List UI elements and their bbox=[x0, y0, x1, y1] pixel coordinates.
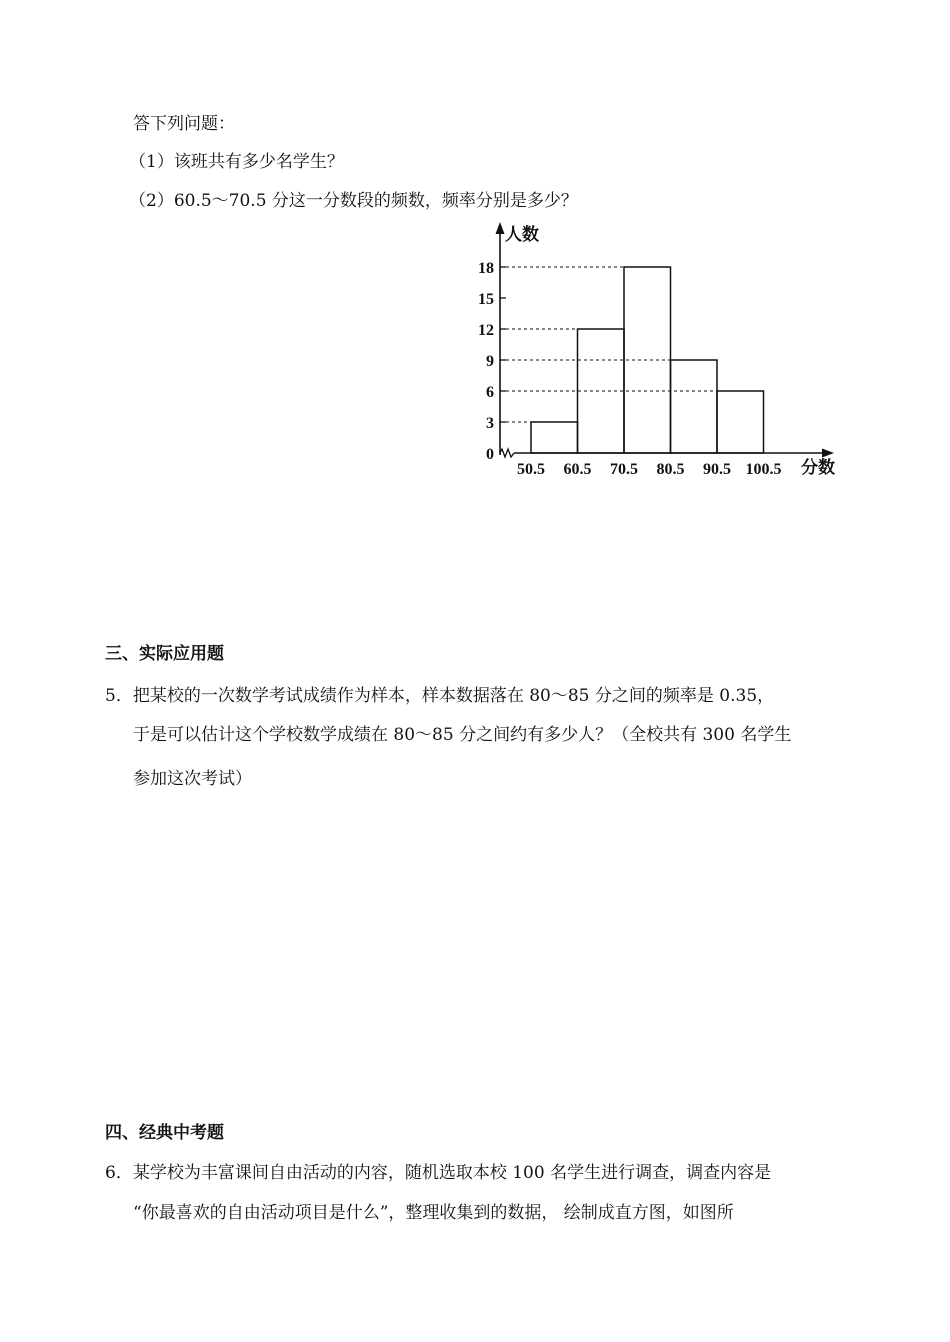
x-axis-arrow bbox=[822, 449, 834, 458]
y-tick-label-6: 6 bbox=[486, 384, 494, 401]
question-5-line-1: 5．把某校的一次数学考试成绩作为样本，样本数据落在 80～85 分之间的频率是 0.35， bbox=[105, 686, 775, 706]
question-1: （1）该班共有多少名学生？ bbox=[129, 152, 344, 172]
question-6-line-1: 6．某学校为丰富课间自由活动的内容，随机选取本校 100 名学生进行调查，调查内容是 bbox=[105, 1163, 772, 1183]
y-tick-label-3: 3 bbox=[486, 415, 494, 432]
x-tick-label-100.5: 100.5 bbox=[745, 461, 782, 478]
section-4-title: 四、经典中考题 bbox=[105, 1123, 224, 1143]
question-5-line-2: 于是可以估计这个学校数学成绩在 80～85 分之间约有多少人？（全校共有 300 名学生 bbox=[133, 725, 792, 745]
histogram-chart bbox=[470, 218, 850, 483]
x-tick-label-50.5: 50.5 bbox=[517, 461, 545, 478]
y-tick-label-15: 15 bbox=[478, 291, 494, 308]
y-tick-label-12: 12 bbox=[478, 322, 494, 339]
y-axis-arrow bbox=[496, 222, 505, 234]
intro-text: 答下列问题： bbox=[133, 114, 235, 134]
y-tick-label-18: 18 bbox=[478, 260, 494, 277]
bar-90.5 bbox=[717, 391, 764, 453]
question-5-line-3: 参加这次考试） bbox=[133, 769, 252, 789]
question-2: （2）60.5～70.5 分这一分数段的频数，频率分别是多少？ bbox=[129, 191, 578, 211]
x-axis-label: 分数 bbox=[801, 458, 835, 477]
axis-break-icon bbox=[500, 449, 514, 457]
bar-50.5 bbox=[531, 422, 578, 453]
bar-80.5 bbox=[671, 360, 718, 453]
question-6-line-2: “你最喜欢的自由活动项目是什么”，整理收集到的数据， 绘制成直方图，如图所 bbox=[133, 1203, 734, 1223]
x-tick-label-60.5: 60.5 bbox=[563, 461, 592, 478]
y-axis-label: 人数 bbox=[505, 225, 539, 244]
y-tick-label-9: 9 bbox=[486, 353, 494, 370]
x-tick-label-70.5: 70.5 bbox=[610, 461, 638, 478]
x-tick-label-80.5: 80.5 bbox=[656, 461, 685, 478]
section-3-title: 三、实际应用题 bbox=[105, 644, 224, 664]
y-tick-label-0: 0 bbox=[486, 446, 494, 463]
x-tick-label-90.5: 90.5 bbox=[703, 461, 731, 478]
